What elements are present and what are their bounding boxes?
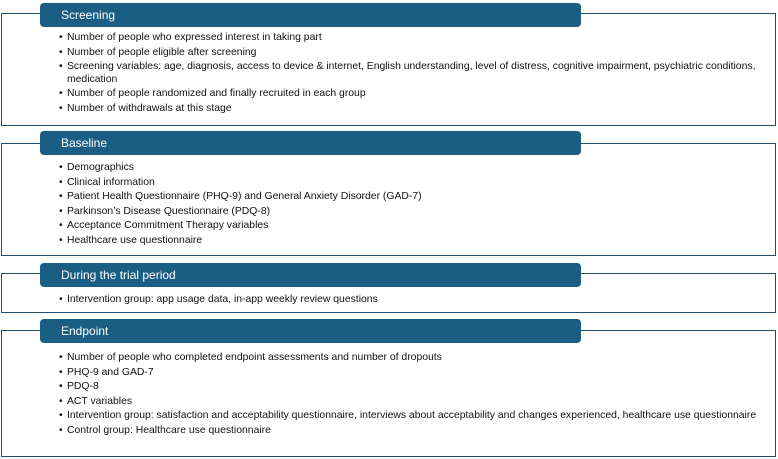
list-item: • Number of people who expressed interest in taking part (59, 32, 768, 44)
endpoint-header: Endpoint (40, 319, 581, 343)
trial-period-items (59, 294, 768, 309)
list-item: • Acceptance Commitment Therapy variables (59, 220, 768, 232)
list-item: • Intervention group: app usage data, in-app weekly review questions (59, 294, 768, 306)
list-item: • Healthcare use questionnaire (59, 235, 768, 247)
list-item: • Patient Health Questionnaire (PHQ-9) and General Anxiety Disorder (GAD-7) (59, 191, 768, 203)
list-item: • ACT variables (59, 396, 768, 408)
screening-items (59, 32, 768, 117)
list-item: • Number of people who completed endpoint assessments and number of dropouts (59, 352, 768, 364)
list-item: • Control group: Healthcare use questionnaire (59, 425, 768, 437)
list-item: • Screening variables: age, diagnosis, access to device & internet, English understanding, level of distress, cognitive impairment, psychiatric conditions, medication (59, 61, 768, 86)
baseline-items (59, 162, 768, 250)
list-item: • Number of withdrawals at this stage (59, 103, 768, 115)
list-item: • Clinical information (59, 177, 768, 189)
list-item: • Demographics (59, 162, 768, 174)
list-item: • Number of people randomized and finally recruited in each group (59, 88, 768, 100)
list-item: • PDQ-8 (59, 381, 768, 393)
list-item: • Intervention group: satisfaction and acceptability questionnaire, interviews about acceptability and changes experienced, healthcare use questionnaire (59, 410, 768, 422)
list-item: • Parkinson’s Disease Questionnaire (PDQ-8) (59, 206, 768, 218)
list-item: • Number of people eligible after screening (59, 47, 768, 59)
trial-period-header: During the trial period (40, 263, 581, 287)
screening-header: Screening (40, 3, 581, 27)
list-item: • PHQ-9 and GAD-7 (59, 367, 768, 379)
baseline-header: Baseline (40, 131, 581, 155)
endpoint-items (59, 352, 768, 440)
